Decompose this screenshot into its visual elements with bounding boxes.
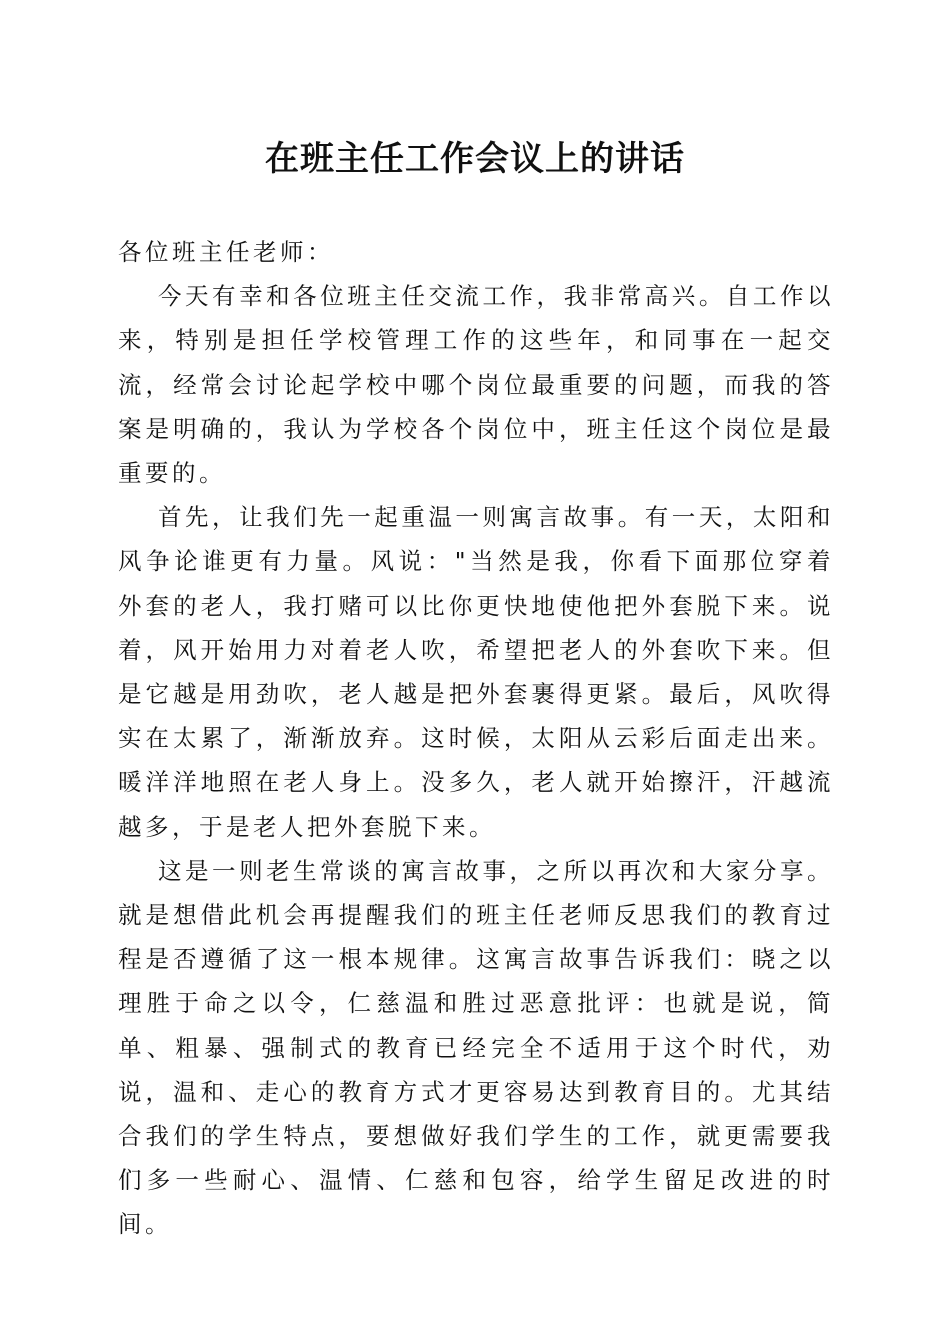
document-title: 在班主任工作会议上的讲话 [265, 139, 685, 179]
document-body [118, 230, 834, 1247]
salutation: 各位班主任老师： [118, 238, 334, 266]
paragraph-fable: 首先，让我们先一起重温一则寓言故事。有一天，太阳和风争论谁更有力量。风说："当然是我，你看下面那位穿着外套的老人，我打赌可以比你更快地使他把外套脱下来。说着，风开始用力对着老人吹，希望把老人的外套吹下来。但是它越是用劲吹，老人越是把外套裹得更紧。最后，风吹得实在太累了，渐渐放弃。这时候，太阳从云彩后面走出来。暖洋洋地照在老人身上。没多久，老人就开始擦汗，汗越流越多，于是老人把外套脱下来。 [118, 503, 834, 841]
paragraph-intro: 今天有幸和各位班主任交流工作，我非常高兴。自工作以来，特别是担任学校管理工作的这些年，和同事在一起交流，经常会讨论起学校中哪个岗位最重要的问题，而我的答案是明确的，我认为学校各个岗位中，班主任这个岗位是最重要的。 [118, 282, 834, 488]
paragraph-lesson: 这是一则老生常谈的寓言故事，之所以再次和大家分享。就是想借此机会再提醒我们的班主任老师反思我们的教育过程是否遵循了这一根本规律。这寓言故事告诉我们：晓之以理胜于命之以令，仁慈温和胜过恶意批评：也就是说，简单、粗暴、强制式的教育已经完全不适用于这个时代，劝说，温和、走心的教育方式才更容易达到教育目的。尤其结合我们的学生特点，要想做好我们学生的工作，就更需要我们多一些耐心、温情、仁慈和包容，给学生留足改进的时间。 [118, 856, 834, 1239]
